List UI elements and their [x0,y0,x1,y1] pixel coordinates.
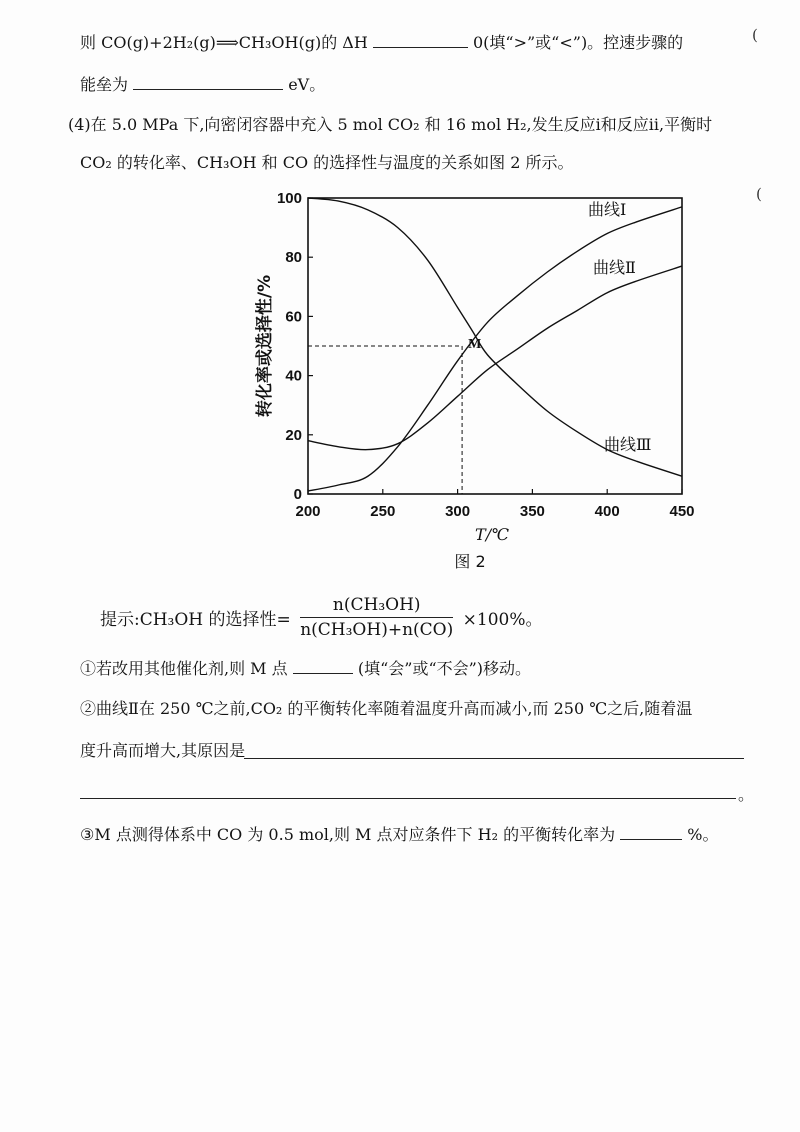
answer-blank-h2-conversion[interactable] [620,825,682,840]
hint-prefix: 提示:CH₃OH 的选择性= [100,610,291,630]
q4-intro-line2: CO₂ 的转化率、CH₃OH 和 CO 的选择性与温度的关系如图 2 所示。 [80,153,574,172]
curve-2 [308,266,682,450]
q4-intro-line1: (4)在 5.0 MPa 下,向密闭容器中充入 5 mol CO₂ 和 16 mol H₂,发生反应ⅰ和反应ⅱ,平衡时 [68,115,713,134]
sub2-line2 [80,738,245,761]
x-tick-label: 350 [519,503,545,520]
chart-guides [308,346,462,494]
answer-blank-m-move[interactable] [293,659,353,674]
y-tick-label: 0 [293,486,302,503]
sub2-line1: ②曲线Ⅱ在 250 ℃之前,CO₂ 的平衡转化率随着温度升高而减小,而 250 ℃之后,随着温 [80,699,693,718]
y-tick-label: 60 [285,308,302,326]
chart-ticks [277,190,695,520]
curve-label-1: 曲线Ⅰ [588,200,627,219]
sub1-suffix: (填“会”或“不会”)移动。 [357,659,532,678]
margin-mark-mid: ( [756,185,762,203]
y-axis-label: 转化率或选择性/% [255,274,275,418]
x-tick-label: 450 [669,503,695,520]
y-tick-label: 80 [285,249,302,267]
sub2-line2-prefix: 度升高而增大,其原因是 [80,741,246,760]
point-m-label: M [468,337,482,352]
sub1-line [80,656,531,679]
answer-line-reason-2[interactable] [80,798,736,799]
figure-caption: 图 2 [454,552,486,571]
hint-fraction [300,595,453,640]
y-tick-label: 20 [285,426,302,444]
x-tick-label: 300 [445,503,471,520]
answer-line-reason-1[interactable] [244,758,744,759]
x-tick-label: 200 [295,503,321,520]
sub1-prefix: ①若改用其他催化剂,则 M 点 [80,659,288,678]
sub2-end-mark: 。 [738,785,755,804]
y-tick-label: 40 [285,367,302,385]
q3-line1-prefix: 则 CO(g)+2H₂(g)⟹CH₃OH(g)的 ΔH [80,33,368,52]
sub3-line [80,822,718,845]
margin-mark-top: ( [752,26,758,44]
hint-suffix: ×100%。 [462,610,543,630]
q3-line2-prefix: 能垒为 [80,75,129,94]
curve-label-3: 曲线Ⅲ [604,435,652,454]
curve-label-2: 曲线Ⅱ [593,258,636,277]
x-tick-label: 250 [370,503,396,520]
x-tick-label: 400 [594,503,620,520]
hint-formula [100,595,543,640]
x-axis-label: T/℃ [475,525,509,544]
sub3-suffix: %。 [687,825,719,844]
q3-line1-suffix: 0(填“>”或“<”)。控速步骤的 [472,33,684,52]
y-tick-label: 100 [276,190,302,207]
hint-denominator: n(CH₃OH)+n(CO) [300,620,454,640]
q3-line2-suffix: eV。 [288,75,326,94]
hint-numerator: n(CH₃OH) [300,595,453,618]
sub3-prefix: ③M 点测得体系中 CO 为 0.5 mol,则 M 点对应条件下 H₂ 的平衡转化率为 [80,825,616,844]
